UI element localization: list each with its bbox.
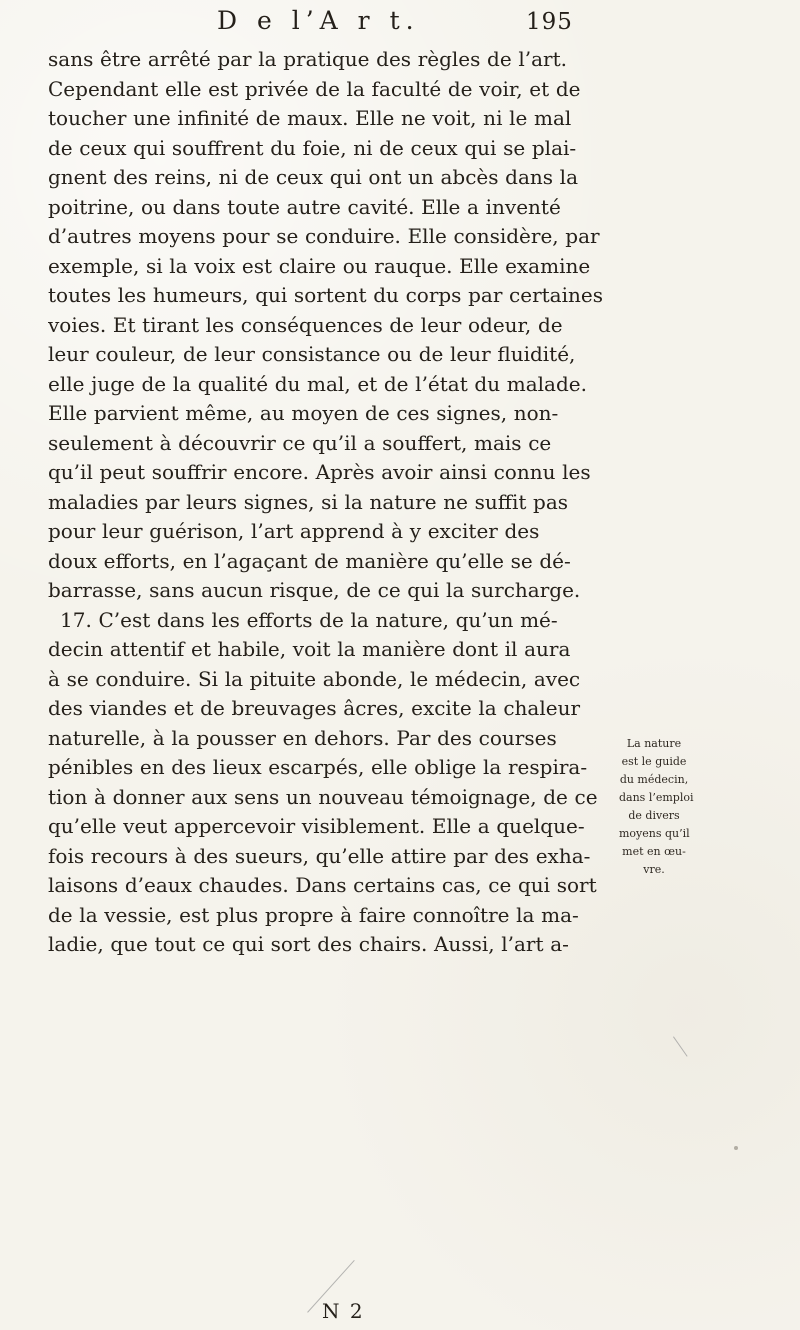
text-line: maladies par leurs signes, si la nature ne suffit pas (48, 489, 569, 514)
text-line: naturelle, à la pousser en dehors. Par des courses (48, 725, 557, 750)
running-head: D e l’A r t. (217, 6, 420, 35)
text-line: exemple, si la voix est claire ou rauque. Elle examine (48, 253, 591, 278)
margin-note-line: est le guide (621, 755, 687, 768)
text-line: voies. Et tirant les conséquences de leur odeur, de (48, 312, 563, 337)
text-line: qu’elle veut appercevoir visiblement. Elle a quelque- (48, 814, 585, 838)
text-line: tion à donner aux sens un nouveau témoignage, de ce (48, 784, 598, 809)
margin-note-line: La nature (626, 737, 682, 750)
text-line: à se conduire. Si la pituite abonde, le médecin, avec (48, 666, 581, 691)
text-line: Elle parvient même, au moyen de ces signes, non- (48, 401, 559, 425)
text-line: fois recours à des sueurs, qu’elle attire par des exha- (48, 843, 591, 868)
text-line: gnent des reins, ni de ceux qui ont un abcès dans la (48, 165, 578, 189)
text-line: toucher une infinité de maux. Elle ne voit, ni le mal (48, 106, 572, 130)
paper-stroke (673, 1036, 688, 1056)
text-line: d’autres moyens pour se conduire. Elle considère, par (48, 224, 600, 248)
text-line: ladie, que tout ce qui sort des chairs. Aussi, l’art a- (48, 932, 569, 956)
text-line: sans être arrêté par la pratique des règles de l’art. (48, 47, 567, 71)
margin-note-line: du médecin, (619, 773, 689, 786)
text-line: pour leur guérison, l’art apprend à y exciter des (48, 519, 540, 543)
text-line: laisons d’eaux chaudes. Dans certains cas, ce qui sort (48, 873, 597, 897)
text-line: pénibles en des lieux escarpés, elle oblige la respira- (48, 755, 588, 779)
text-line: de ceux qui souffrent du foie, ni de ceux qui se plai- (48, 135, 577, 160)
page-number: 195 (526, 9, 573, 35)
text-line: barrasse, sans aucun risque, de ce qui la surcharge. (48, 578, 581, 602)
text-line: elle juge de la qualité du mal, et de l’état du malade. (48, 371, 587, 396)
margin-note-line: de divers (628, 809, 680, 822)
text-line: poitrine, ou dans toute autre cavité. Elle a inventé (48, 194, 561, 219)
margin-note-line: met en œu- (622, 845, 686, 858)
margin-note-line: dans l’emploi (619, 791, 694, 804)
signature-mark: N 2 (322, 1299, 365, 1323)
margin-note (619, 735, 694, 879)
margin-note-line: vre. (643, 863, 665, 876)
margin-note-line: moyens qu’il (619, 827, 690, 840)
section-17-start: 17. C’est dans les efforts de la nature, qu’un mé- (60, 607, 558, 632)
text-line: leur couleur, de leur consistance ou de leur fluidité, (48, 342, 576, 366)
text-line: doux efforts, en l’agaçant de manière qu’elle se dé- (48, 548, 571, 573)
text-line: de la vessie, est plus propre à faire connoître la ma- (48, 902, 579, 927)
text-line: Cependant elle est privée de la faculté de voir, et de (48, 76, 581, 101)
ink-speck (734, 1146, 738, 1150)
text-line: decin attentif et habile, voit la manière dont il aura (48, 637, 571, 661)
main-text-block (48, 45, 611, 960)
text-line: qu’il peut souffrir encore. Après avoir ainsi connu les (48, 460, 591, 484)
text-line: des viandes et de breuvages âcres, excite la chaleur (48, 696, 581, 720)
text-line: seulement à découvrir ce qu’il a souffert, mais ce (48, 430, 552, 455)
text-line: toutes les humeurs, qui sortent du corps par certaines (48, 283, 603, 307)
